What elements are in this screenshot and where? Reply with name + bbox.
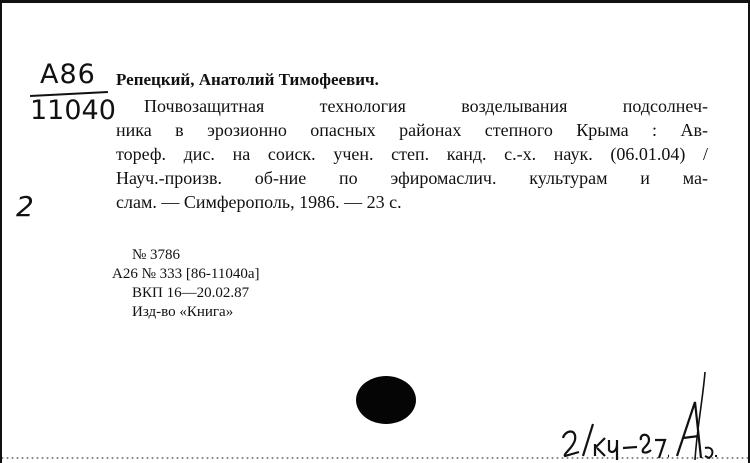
card-index: А26 № 333 [86-11040а] <box>112 266 260 282</box>
card-left-edge <box>0 0 2 463</box>
description-line: Науч.-произв. об-ние по эфиромаслич. культурам и ма- <box>116 168 708 188</box>
description-line: тореф. дис. на соиск. учен. степ. канд. с.-х. наук. (06.01.04) / <box>116 144 708 164</box>
description-line: слам. — Симферополь, 1986. — 23 с. <box>116 192 402 212</box>
vkp-date: ВКП 16—20.02.87 <box>132 285 250 301</box>
shelf-mark-top: А86 <box>40 59 96 90</box>
publisher-line: Изд-во «Книга» <box>132 304 234 320</box>
margin-note: 2 <box>16 190 35 223</box>
card-top-edge <box>0 0 750 3</box>
description-line: ника в эрозионно опасных районах степного Крыма : Ав- <box>116 120 708 140</box>
record-number: № 3786 <box>132 247 181 263</box>
shelf-mark-bottom: 11040 <box>30 95 116 126</box>
handwritten-signature <box>555 368 735 463</box>
card-metadata <box>112 246 259 322</box>
description-line: Почвозащитная технология возделывания подсолнеч- <box>144 96 708 116</box>
ink-blot <box>356 376 416 424</box>
author-heading: Репецкий, Анатолий Тимофеевич. <box>116 70 379 89</box>
bibliographic-description <box>116 94 708 214</box>
